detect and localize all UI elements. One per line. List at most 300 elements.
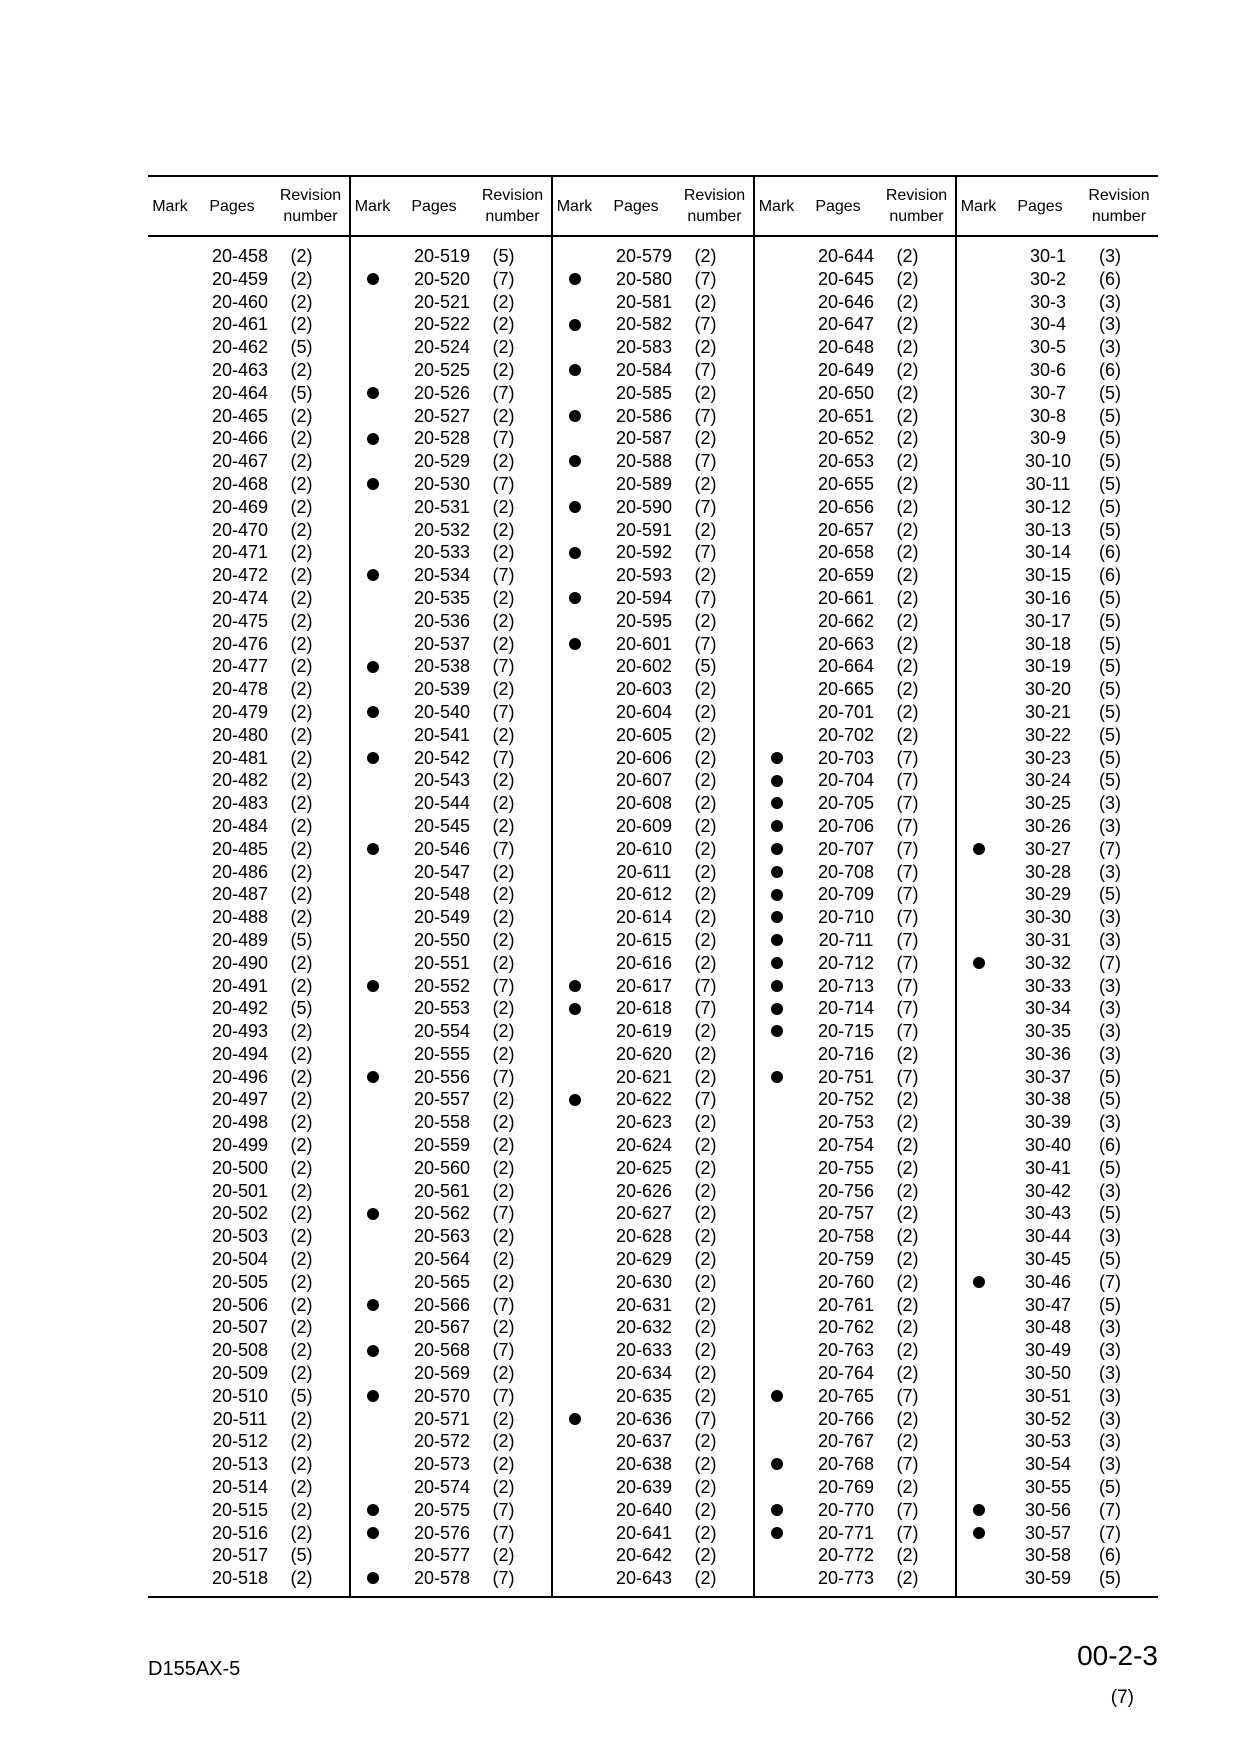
revision-cell: (7) bbox=[474, 1202, 552, 1225]
table-row bbox=[148, 427, 1158, 450]
revision-cell: (5) bbox=[1099, 724, 1121, 745]
revision-cell: (7) bbox=[474, 1385, 552, 1408]
revision-cell: (7) bbox=[474, 427, 552, 450]
page-cell: 20-603 bbox=[615, 679, 673, 700]
revision-cell: (3) bbox=[1099, 1226, 1121, 1247]
revision-mark-dot-icon bbox=[771, 866, 783, 878]
revision-mark-dot-icon bbox=[569, 1413, 581, 1425]
page-cell: 20-703 bbox=[817, 747, 875, 768]
revision-cell: (5) bbox=[1099, 633, 1121, 654]
revision-cell: (2) bbox=[474, 1362, 552, 1385]
page-cell: 20-530 bbox=[413, 473, 471, 494]
mark-cell bbox=[552, 1294, 596, 1317]
revision-cell: (7) bbox=[878, 1453, 956, 1476]
page-cell: 20-558 bbox=[413, 1112, 471, 1133]
page-cell: 20-500 bbox=[211, 1157, 269, 1178]
mark-cell bbox=[148, 678, 192, 701]
page-cell: 20-508 bbox=[211, 1340, 269, 1361]
mark-cell bbox=[754, 906, 798, 929]
mark-cell bbox=[552, 747, 596, 770]
mark-cell bbox=[350, 975, 394, 998]
revision-mark-dot-icon bbox=[367, 843, 379, 855]
page-cell: 20-595 bbox=[615, 610, 673, 631]
revision-cell: (5) bbox=[474, 236, 552, 268]
page-cell: 20-493 bbox=[211, 1021, 269, 1042]
page-cell: 20-525 bbox=[413, 359, 471, 380]
mark-cell bbox=[350, 427, 394, 450]
revision-cell: (5) bbox=[1099, 587, 1121, 608]
mark-cell bbox=[956, 1476, 1000, 1499]
revision-cell: (7) bbox=[878, 747, 956, 770]
revision-cell: (3) bbox=[1099, 1180, 1121, 1201]
revision-cell: (2) bbox=[878, 633, 956, 656]
page-cell: 20-569 bbox=[413, 1363, 471, 1384]
revision-cell: (2) bbox=[676, 1453, 754, 1476]
page-cell: 20-531 bbox=[413, 496, 471, 517]
page-cell: 20-707 bbox=[817, 838, 875, 859]
revision-cell: (2) bbox=[474, 633, 552, 656]
table-row bbox=[148, 268, 1158, 291]
page-cell: 20-584 bbox=[615, 359, 673, 380]
mark-cell bbox=[956, 450, 1000, 473]
page-cell: 20-604 bbox=[615, 701, 673, 722]
revision-cell: (2) bbox=[272, 313, 350, 336]
revision-cell: (2) bbox=[676, 1180, 754, 1203]
header-revision-line1: Revision bbox=[279, 187, 342, 204]
page-cell: 20-653 bbox=[817, 451, 875, 472]
page-cell: 30-10 bbox=[1024, 451, 1072, 472]
page-cell: 20-469 bbox=[211, 496, 269, 517]
revision-cell: (7) bbox=[878, 997, 956, 1020]
revision-cell: (2) bbox=[272, 1522, 350, 1545]
revision-cell: (5) bbox=[1099, 519, 1121, 540]
revision-cell: (2) bbox=[676, 1202, 754, 1225]
revision-cell: (2) bbox=[474, 313, 552, 336]
page-cell: 20-617 bbox=[615, 975, 673, 996]
revision-cell: (2) bbox=[676, 1522, 754, 1545]
revision-cell: (7) bbox=[474, 268, 552, 291]
revision-cell: (7) bbox=[474, 473, 552, 496]
revision-cell: (5) bbox=[272, 336, 350, 359]
page-cell: 30-38 bbox=[1024, 1089, 1072, 1110]
revision-cell: (2) bbox=[676, 1544, 754, 1567]
revision-mark-dot-icon bbox=[569, 501, 581, 513]
page-cell: 20-528 bbox=[413, 428, 471, 449]
mark-cell bbox=[552, 1134, 596, 1157]
revision-cell: (2) bbox=[878, 1111, 956, 1134]
revision-cell: (3) bbox=[1099, 1385, 1121, 1406]
page-cell: 20-757 bbox=[817, 1203, 875, 1224]
revision-mark-dot-icon bbox=[367, 1527, 379, 1539]
revision-cell: (2) bbox=[272, 1157, 350, 1180]
revision-cell: (2) bbox=[878, 236, 956, 268]
mark-cell bbox=[148, 792, 192, 815]
revision-mark-dot-icon bbox=[569, 410, 581, 422]
revision-cell: (5) bbox=[1099, 679, 1121, 700]
mark-cell bbox=[552, 1476, 596, 1499]
revision-cell: (2) bbox=[878, 1271, 956, 1294]
mark-cell bbox=[552, 1453, 596, 1476]
revision-cell: (2) bbox=[676, 1430, 754, 1453]
mark-cell bbox=[148, 1248, 192, 1271]
page-cell: 20-629 bbox=[615, 1249, 673, 1270]
page-cell: 20-501 bbox=[211, 1180, 269, 1201]
header-revision-number bbox=[1080, 176, 1158, 236]
revision-cell: (7) bbox=[474, 1522, 552, 1545]
revision-cell: (2) bbox=[878, 1430, 956, 1453]
revision-cell: (2) bbox=[272, 610, 350, 633]
revision-cell: (5) bbox=[676, 655, 754, 678]
page-cell: 20-609 bbox=[615, 815, 673, 836]
page-cell: 20-640 bbox=[615, 1499, 673, 1520]
mark-cell bbox=[350, 1316, 394, 1339]
revision-mark-dot-icon bbox=[569, 547, 581, 559]
revision-cell: (2) bbox=[676, 610, 754, 633]
mark-cell bbox=[754, 1225, 798, 1248]
revision-mark-dot-icon bbox=[771, 911, 783, 923]
mark-cell bbox=[552, 382, 596, 405]
revision-cell: (2) bbox=[272, 564, 350, 587]
revision-cell: (2) bbox=[878, 724, 956, 747]
page-cell: 30-49 bbox=[1024, 1340, 1072, 1361]
mark-cell bbox=[350, 519, 394, 542]
table-row bbox=[148, 382, 1158, 405]
revision-cell: (3) bbox=[1099, 337, 1121, 358]
mark-cell bbox=[956, 519, 1000, 542]
revision-cell: (5) bbox=[1099, 1249, 1121, 1270]
footer-page-number: 00-2-3 bbox=[1077, 1640, 1158, 1671]
page-cell: 20-483 bbox=[211, 793, 269, 814]
revision-cell: (2) bbox=[878, 1316, 956, 1339]
revision-cell: (7) bbox=[676, 541, 754, 564]
mark-cell bbox=[956, 1385, 1000, 1408]
mark-cell bbox=[754, 1088, 798, 1111]
revision-cell: (7) bbox=[878, 861, 956, 884]
mark-cell bbox=[956, 1362, 1000, 1385]
revision-cell: (2) bbox=[878, 382, 956, 405]
revision-cell: (2) bbox=[474, 610, 552, 633]
page-cell: 20-705 bbox=[817, 793, 875, 814]
page-cell: 30-4 bbox=[1029, 314, 1067, 335]
page-cell: 20-714 bbox=[817, 998, 875, 1019]
revision-cell: (2) bbox=[878, 1544, 956, 1567]
mark-cell bbox=[552, 975, 596, 998]
mark-cell bbox=[956, 359, 1000, 382]
revision-cell: (2) bbox=[272, 427, 350, 450]
revision-mark-dot-icon bbox=[367, 433, 379, 445]
page-cell: 20-488 bbox=[211, 907, 269, 928]
mark-cell bbox=[956, 633, 1000, 656]
table-row bbox=[148, 678, 1158, 701]
mark-cell bbox=[148, 1157, 192, 1180]
page-cell: 20-514 bbox=[211, 1477, 269, 1498]
mark-cell bbox=[350, 473, 394, 496]
mark-cell bbox=[350, 929, 394, 952]
mark-cell bbox=[148, 496, 192, 519]
mark-cell bbox=[350, 1430, 394, 1453]
mark-cell bbox=[956, 792, 1000, 815]
revision-cell: (2) bbox=[474, 1043, 552, 1066]
mark-cell bbox=[956, 405, 1000, 428]
page-cell: 20-481 bbox=[211, 747, 269, 768]
table-row bbox=[148, 883, 1158, 906]
mark-cell bbox=[552, 1567, 596, 1597]
revision-cell: (2) bbox=[676, 1362, 754, 1385]
mark-cell bbox=[148, 1111, 192, 1134]
mark-cell bbox=[956, 952, 1000, 975]
revision-cell: (3) bbox=[1099, 861, 1121, 882]
mark-cell bbox=[148, 427, 192, 450]
revision-cell: (2) bbox=[272, 541, 350, 564]
page-cell: 20-659 bbox=[817, 565, 875, 586]
mark-cell bbox=[350, 861, 394, 884]
revision-cell: (2) bbox=[676, 382, 754, 405]
page-cell: 20-479 bbox=[211, 701, 269, 722]
revision-cell: (2) bbox=[474, 952, 552, 975]
revision-cell: (2) bbox=[676, 815, 754, 838]
revision-cell: (5) bbox=[1099, 428, 1121, 449]
page-cell: 20-543 bbox=[413, 770, 471, 791]
page-cell: 20-513 bbox=[211, 1454, 269, 1475]
revision-cell: (5) bbox=[272, 1385, 350, 1408]
revision-cell: (7) bbox=[1099, 1499, 1121, 1520]
mark-cell bbox=[148, 929, 192, 952]
mark-cell bbox=[956, 1499, 1000, 1522]
page-cell: 20-561 bbox=[413, 1180, 471, 1201]
page-cell: 30-53 bbox=[1024, 1431, 1072, 1452]
revision-mark-dot-icon bbox=[771, 752, 783, 764]
revision-cell: (2) bbox=[474, 861, 552, 884]
page-cell: 20-462 bbox=[211, 337, 269, 358]
revision-cell: (2) bbox=[676, 1476, 754, 1499]
page-cell: 30-7 bbox=[1029, 382, 1067, 403]
mark-cell bbox=[350, 952, 394, 975]
revision-cell: (2) bbox=[474, 1088, 552, 1111]
mark-cell bbox=[754, 678, 798, 701]
revision-cell: (2) bbox=[272, 1430, 350, 1453]
mark-cell bbox=[552, 1522, 596, 1545]
mark-cell bbox=[754, 1157, 798, 1180]
page-cell: 20-507 bbox=[211, 1317, 269, 1338]
header-revision-number bbox=[878, 176, 956, 236]
revision-cell: (5) bbox=[1099, 701, 1121, 722]
page-cell: 20-498 bbox=[211, 1112, 269, 1133]
table-row bbox=[148, 1476, 1158, 1499]
mark-cell bbox=[956, 861, 1000, 884]
revision-cell: (2) bbox=[878, 1088, 956, 1111]
mark-cell bbox=[350, 1476, 394, 1499]
revision-mark-dot-icon bbox=[973, 1276, 985, 1288]
page-cell: 20-546 bbox=[413, 838, 471, 859]
page-cell: 20-522 bbox=[413, 314, 471, 335]
mark-cell bbox=[148, 815, 192, 838]
table-row bbox=[148, 1111, 1158, 1134]
mark-cell bbox=[956, 473, 1000, 496]
revision-cell: (5) bbox=[1099, 1477, 1121, 1498]
mark-cell bbox=[956, 1453, 1000, 1476]
page-cell: 20-533 bbox=[413, 542, 471, 563]
page-cell: 20-619 bbox=[615, 1021, 673, 1042]
page-cell: 20-591 bbox=[615, 519, 673, 540]
mark-cell bbox=[148, 1066, 192, 1089]
mark-cell bbox=[148, 450, 192, 473]
revision-mark-dot-icon bbox=[569, 1003, 581, 1015]
page-cell: 20-628 bbox=[615, 1226, 673, 1247]
page-cell: 20-559 bbox=[413, 1135, 471, 1156]
revision-cell: (2) bbox=[272, 1567, 350, 1597]
revision-cell: (3) bbox=[1099, 1340, 1121, 1361]
page-cell: 20-643 bbox=[596, 1567, 676, 1597]
mark-cell bbox=[350, 382, 394, 405]
header-revision-line1: Revision bbox=[885, 187, 948, 204]
page-cell: 20-664 bbox=[817, 656, 875, 677]
revision-cell: (2) bbox=[272, 724, 350, 747]
mark-cell bbox=[754, 359, 798, 382]
revision-cell: (7) bbox=[474, 1066, 552, 1089]
revision-cell: (7) bbox=[474, 747, 552, 770]
mark-cell bbox=[956, 336, 1000, 359]
revision-cell: (7) bbox=[676, 975, 754, 998]
mark-cell bbox=[148, 1408, 192, 1431]
mark-cell bbox=[754, 975, 798, 998]
revision-mark-dot-icon bbox=[367, 478, 379, 490]
mark-cell bbox=[148, 861, 192, 884]
page-cell: 30-1 bbox=[1029, 246, 1067, 266]
revision-table-container bbox=[148, 175, 1158, 1598]
page-cell: 20-551 bbox=[413, 952, 471, 973]
mark-cell bbox=[552, 519, 596, 542]
revision-cell: (2) bbox=[878, 519, 956, 542]
mark-cell bbox=[148, 655, 192, 678]
table-row bbox=[148, 1408, 1158, 1431]
table-row bbox=[148, 587, 1158, 610]
page-cell: 20-573 bbox=[413, 1454, 471, 1475]
page-cell: 20-485 bbox=[211, 838, 269, 859]
page-cell: 30-42 bbox=[1024, 1180, 1072, 1201]
revision-mark-dot-icon bbox=[569, 638, 581, 650]
mark-cell bbox=[350, 359, 394, 382]
header-pages: Pages bbox=[394, 176, 474, 236]
mark-cell bbox=[552, 1499, 596, 1522]
page-cell: 20-760 bbox=[817, 1271, 875, 1292]
table-row bbox=[148, 861, 1158, 884]
revision-cell: (2) bbox=[878, 678, 956, 701]
mark-cell bbox=[956, 236, 1000, 268]
mark-cell bbox=[350, 1362, 394, 1385]
page-cell: 20-621 bbox=[615, 1066, 673, 1087]
page-cell: 20-474 bbox=[211, 587, 269, 608]
revision-cell: (2) bbox=[878, 336, 956, 359]
page-cell: 20-554 bbox=[413, 1021, 471, 1042]
mark-cell bbox=[552, 1271, 596, 1294]
revision-cell: (2) bbox=[474, 929, 552, 952]
mark-cell bbox=[148, 1544, 192, 1567]
mark-cell bbox=[148, 997, 192, 1020]
revision-cell: (2) bbox=[676, 236, 754, 268]
page-cell: 30-11 bbox=[1025, 473, 1071, 494]
mark-cell bbox=[350, 313, 394, 336]
revision-cell: (2) bbox=[474, 1430, 552, 1453]
page-cell: 20-552 bbox=[413, 975, 471, 996]
page-cell: 20-475 bbox=[211, 610, 269, 631]
revision-cell: (7) bbox=[676, 450, 754, 473]
mark-cell bbox=[754, 1020, 798, 1043]
revision-cell: (2) bbox=[878, 1567, 956, 1597]
revision-cell: (2) bbox=[474, 1225, 552, 1248]
revision-cell: (2) bbox=[272, 1476, 350, 1499]
mark-cell bbox=[148, 268, 192, 291]
revision-cell: (7) bbox=[878, 1499, 956, 1522]
header-pages: Pages bbox=[798, 176, 878, 236]
mark-cell bbox=[754, 1248, 798, 1271]
revision-cell: (2) bbox=[676, 1294, 754, 1317]
revision-cell: (7) bbox=[676, 313, 754, 336]
page-cell: 30-31 bbox=[1024, 929, 1072, 950]
revision-cell: (2) bbox=[474, 883, 552, 906]
mark-cell bbox=[552, 1020, 596, 1043]
revision-cell: (7) bbox=[676, 496, 754, 519]
mark-cell bbox=[956, 496, 1000, 519]
page-cell: 20-565 bbox=[413, 1271, 471, 1292]
mark-cell bbox=[350, 997, 394, 1020]
revision-cell: (2) bbox=[878, 587, 956, 610]
mark-cell bbox=[754, 268, 798, 291]
mark-cell bbox=[754, 1408, 798, 1431]
mark-cell bbox=[956, 610, 1000, 633]
revision-cell: (5) bbox=[1099, 1157, 1121, 1178]
mark-cell bbox=[552, 929, 596, 952]
revision-cell: (2) bbox=[676, 1567, 754, 1597]
table-row bbox=[148, 313, 1158, 336]
page-cell: 20-637 bbox=[615, 1431, 673, 1452]
header-revision-number bbox=[272, 176, 350, 236]
page-cell: 20-662 bbox=[817, 610, 875, 631]
page-cell: 20-615 bbox=[615, 929, 673, 950]
revision-cell: (7) bbox=[878, 1522, 956, 1545]
page-cell: 30-43 bbox=[1024, 1203, 1072, 1224]
revision-cell: (2) bbox=[878, 1476, 956, 1499]
mark-cell bbox=[148, 313, 192, 336]
table-row bbox=[148, 633, 1158, 656]
revision-cell: (7) bbox=[474, 975, 552, 998]
revision-cell: (2) bbox=[474, 1020, 552, 1043]
mark-cell bbox=[148, 747, 192, 770]
page-cell: 20-539 bbox=[413, 679, 471, 700]
table-row bbox=[148, 1430, 1158, 1453]
mark-cell bbox=[350, 236, 394, 268]
mark-cell bbox=[148, 975, 192, 998]
revision-cell: (2) bbox=[272, 838, 350, 861]
revision-cell: (3) bbox=[1099, 1043, 1121, 1064]
page-cell: 20-766 bbox=[817, 1408, 875, 1429]
mark-cell bbox=[148, 883, 192, 906]
revision-mark-dot-icon bbox=[771, 934, 783, 946]
mark-cell bbox=[754, 519, 798, 542]
page-cell: 20-572 bbox=[413, 1431, 471, 1452]
revision-mark-dot-icon bbox=[771, 820, 783, 832]
mark-cell bbox=[350, 1453, 394, 1476]
mark-cell bbox=[754, 861, 798, 884]
page-cell: 20-542 bbox=[413, 747, 471, 768]
mark-cell bbox=[148, 519, 192, 542]
revision-cell: (5) bbox=[272, 997, 350, 1020]
mark-cell bbox=[956, 975, 1000, 998]
page-cell: 20-468 bbox=[211, 473, 269, 494]
revision-cell: (7) bbox=[676, 997, 754, 1020]
revision-cell: (2) bbox=[272, 1316, 350, 1339]
page-cell: 20-665 bbox=[817, 679, 875, 700]
page-cell: 30-48 bbox=[1024, 1317, 1072, 1338]
